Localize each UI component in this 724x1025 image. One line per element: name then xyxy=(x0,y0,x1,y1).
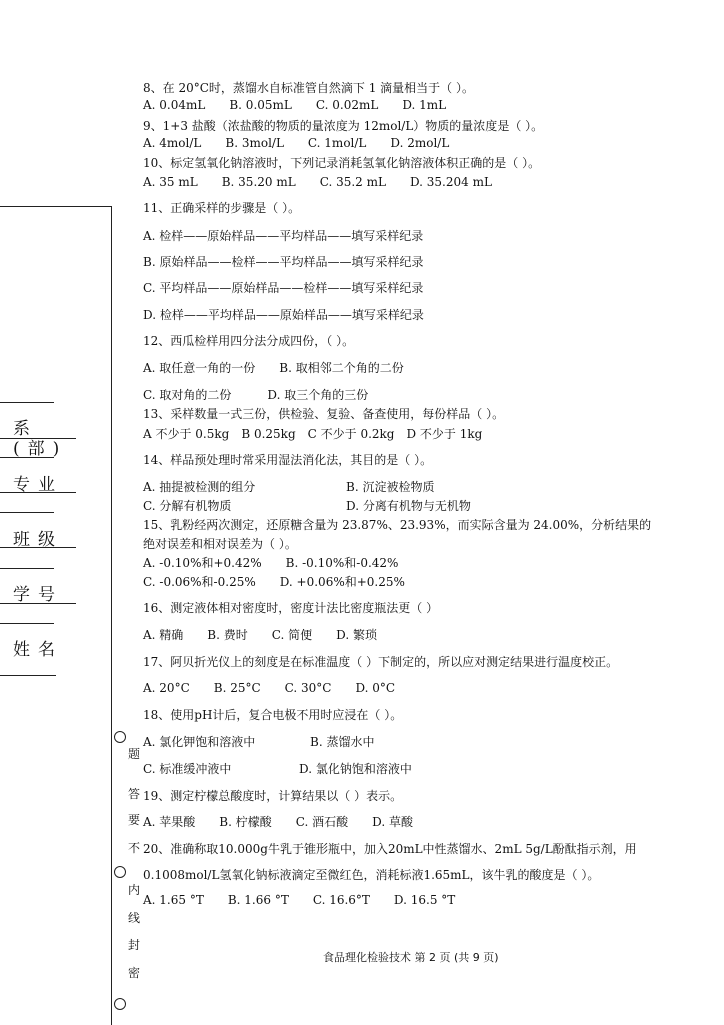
department-line-top xyxy=(0,402,54,403)
binding-margin-box xyxy=(0,206,112,1025)
student-id-line-top xyxy=(0,568,54,569)
question-19: 19、测定柠檬总酸度时，计算结果以（ ）表示。 xyxy=(143,789,403,803)
student-id-label: 学号 xyxy=(13,585,63,605)
question-10-options: A. 35 mL B. 35.20 mL C. 35.2 mL D. 35.204 mL xyxy=(143,175,492,189)
seal-char-8: 密 xyxy=(127,966,140,980)
name-line-top xyxy=(0,623,54,624)
question-12-options-cd: C. 取对角的二份 D. 取三个角的三份 xyxy=(143,388,369,402)
question-18: 18、使用pH计后，复合电极不用时应浸在（ ）。 xyxy=(143,708,403,722)
question-10: 10、标定氢氧化钠溶液时，下列记录消耗氢氧化钠溶液体积正确的是（ ）。 xyxy=(143,156,541,170)
question-19-options: A. 苹果酸 B. 柠檬酸 C. 酒石酸 D. 草酸 xyxy=(143,815,413,829)
question-11-option-c: C. 平均样品——原始样品——检样——填写采样纪录 xyxy=(143,281,424,295)
question-9: 9、1+3 盐酸（浓盐酸的物质的量浓度为 12mol/L）物质的量浓度是（ ）。 xyxy=(143,119,544,133)
major-line-top xyxy=(0,457,54,458)
question-18-option-c: C. 标准缓冲液中 xyxy=(143,762,232,776)
class-line-top xyxy=(0,512,54,513)
question-12: 12、西瓜检样用四分法分成四份，（ ）。 xyxy=(143,334,355,348)
question-13-options: A 不少于 0.5kg B 0.25kg C 不少于 0.2kg D 不少于 1kg xyxy=(143,427,483,441)
question-18-option-d: D. 氯化钠饱和溶液中 xyxy=(299,762,412,776)
question-18-option-b: B. 蒸馏水中 xyxy=(310,735,375,749)
name-label: 姓名 xyxy=(13,640,63,660)
question-11-option-a: A. 检样——原始样品——平均样品——填写采样纪录 xyxy=(143,229,424,243)
class-underline xyxy=(0,547,76,548)
question-14-option-b: B. 沉淀被检物质 xyxy=(346,480,435,494)
question-12-options-ab: A. 取任意一角的一份 B. 取相邻二个角的二份 xyxy=(143,361,404,375)
question-11-option-b: B. 原始样品——检样——平均样品——填写采样纪录 xyxy=(143,255,424,269)
seal-char-1: 题 xyxy=(127,747,140,761)
question-16-options: A. 精确 B. 费时 C. 简便 D. 繁琐 xyxy=(143,628,377,642)
question-11: 11、正确采样的步骤是（ ）。 xyxy=(143,201,301,215)
question-9-options: A. 4mol/L B. 3mol/L C. 1mol/L D. 2mol/L xyxy=(143,136,450,150)
question-15-options-cd: C. -0.06%和-0.25% D. +0.06%和+0.25% xyxy=(143,575,405,589)
major-underline xyxy=(0,492,76,493)
seal-char-3: 要 xyxy=(127,813,140,827)
question-14: 14、样品预处理时常采用湿法消化法，其目的是（ ）。 xyxy=(143,453,433,467)
name-underline xyxy=(0,675,56,676)
question-8-options: A. 0.04mL B. 0.05mL C. 0.02mL D. 1mL xyxy=(143,98,447,112)
seal-char-6: 线 xyxy=(127,911,140,925)
major-label: 专业 xyxy=(13,475,63,495)
seal-char-7: 封 xyxy=(127,938,140,952)
department-label: 系(部) xyxy=(13,419,68,459)
seal-circle-2 xyxy=(114,866,126,878)
question-20-line-2: 0.1008mol/L氢氧化钠标液滴定至微红色，消耗标液1.65mL，该牛乳的酸度是（ ）。 xyxy=(143,868,600,882)
question-15-line-1: 15、乳粉经两次测定，还原糖含量为 23.87%、23.93%，而实际含量为 24.00%，分析结果的 xyxy=(143,518,652,532)
question-8: 8、在 20°C时，蒸馏水自标准管自然滴下 1 滴量相当于（ ）。 xyxy=(143,81,474,95)
question-17-options: A. 20°C B. 25°C C. 30°C D. 0°C xyxy=(143,681,396,695)
seal-circle-1 xyxy=(114,731,126,743)
department-underline xyxy=(0,438,76,439)
question-14-option-d: D. 分离有机物与无机物 xyxy=(346,499,471,513)
question-13: 13、采样数量一式三份，供检验、复验、备查使用，每份样品（ ）。 xyxy=(143,407,505,421)
question-11-option-d: D. 检样——平均样品——原始样品——填写采样纪录 xyxy=(143,308,424,322)
seal-char-4: 不 xyxy=(127,841,140,855)
question-16: 16、测定液体相对密度时，密度计法比密度瓶法更（ ） xyxy=(143,601,439,615)
seal-circle-3 xyxy=(114,998,126,1010)
page-footer: 食品理化检验技术 第 2 页 (共 9 页) xyxy=(323,951,499,964)
seal-char-5: 内 xyxy=(127,883,140,897)
question-15-options-ab: A. -0.10%和+0.42% B. -0.10%和-0.42% xyxy=(143,556,399,570)
question-14-option-a: A. 抽提被检测的组分 xyxy=(143,480,256,494)
question-17: 17、阿贝折光仪上的刻度是在标准温度（ ）下制定的，所以应对测定结果进行温度校正。 xyxy=(143,655,619,669)
question-15-line-2: 绝对误差和相对误差为（ ）。 xyxy=(143,537,297,551)
seal-char-2: 答 xyxy=(127,787,140,801)
question-20-line-1: 20、准确称取10.000g牛乳于锥形瓶中，加入20mL中性蒸馏水、2mL 5g/L酚酞指示剂，用 xyxy=(143,842,637,856)
class-label: 班级 xyxy=(13,530,63,550)
student-id-underline xyxy=(0,603,76,604)
question-14-option-c: C. 分解有机物质 xyxy=(143,499,232,513)
question-18-option-a: A. 氯化钾饱和溶液中 xyxy=(143,735,256,749)
question-20-options: A. 1.65 °T B. 1.66 °T C. 16.6°T D. 16.5 °T xyxy=(143,893,456,907)
